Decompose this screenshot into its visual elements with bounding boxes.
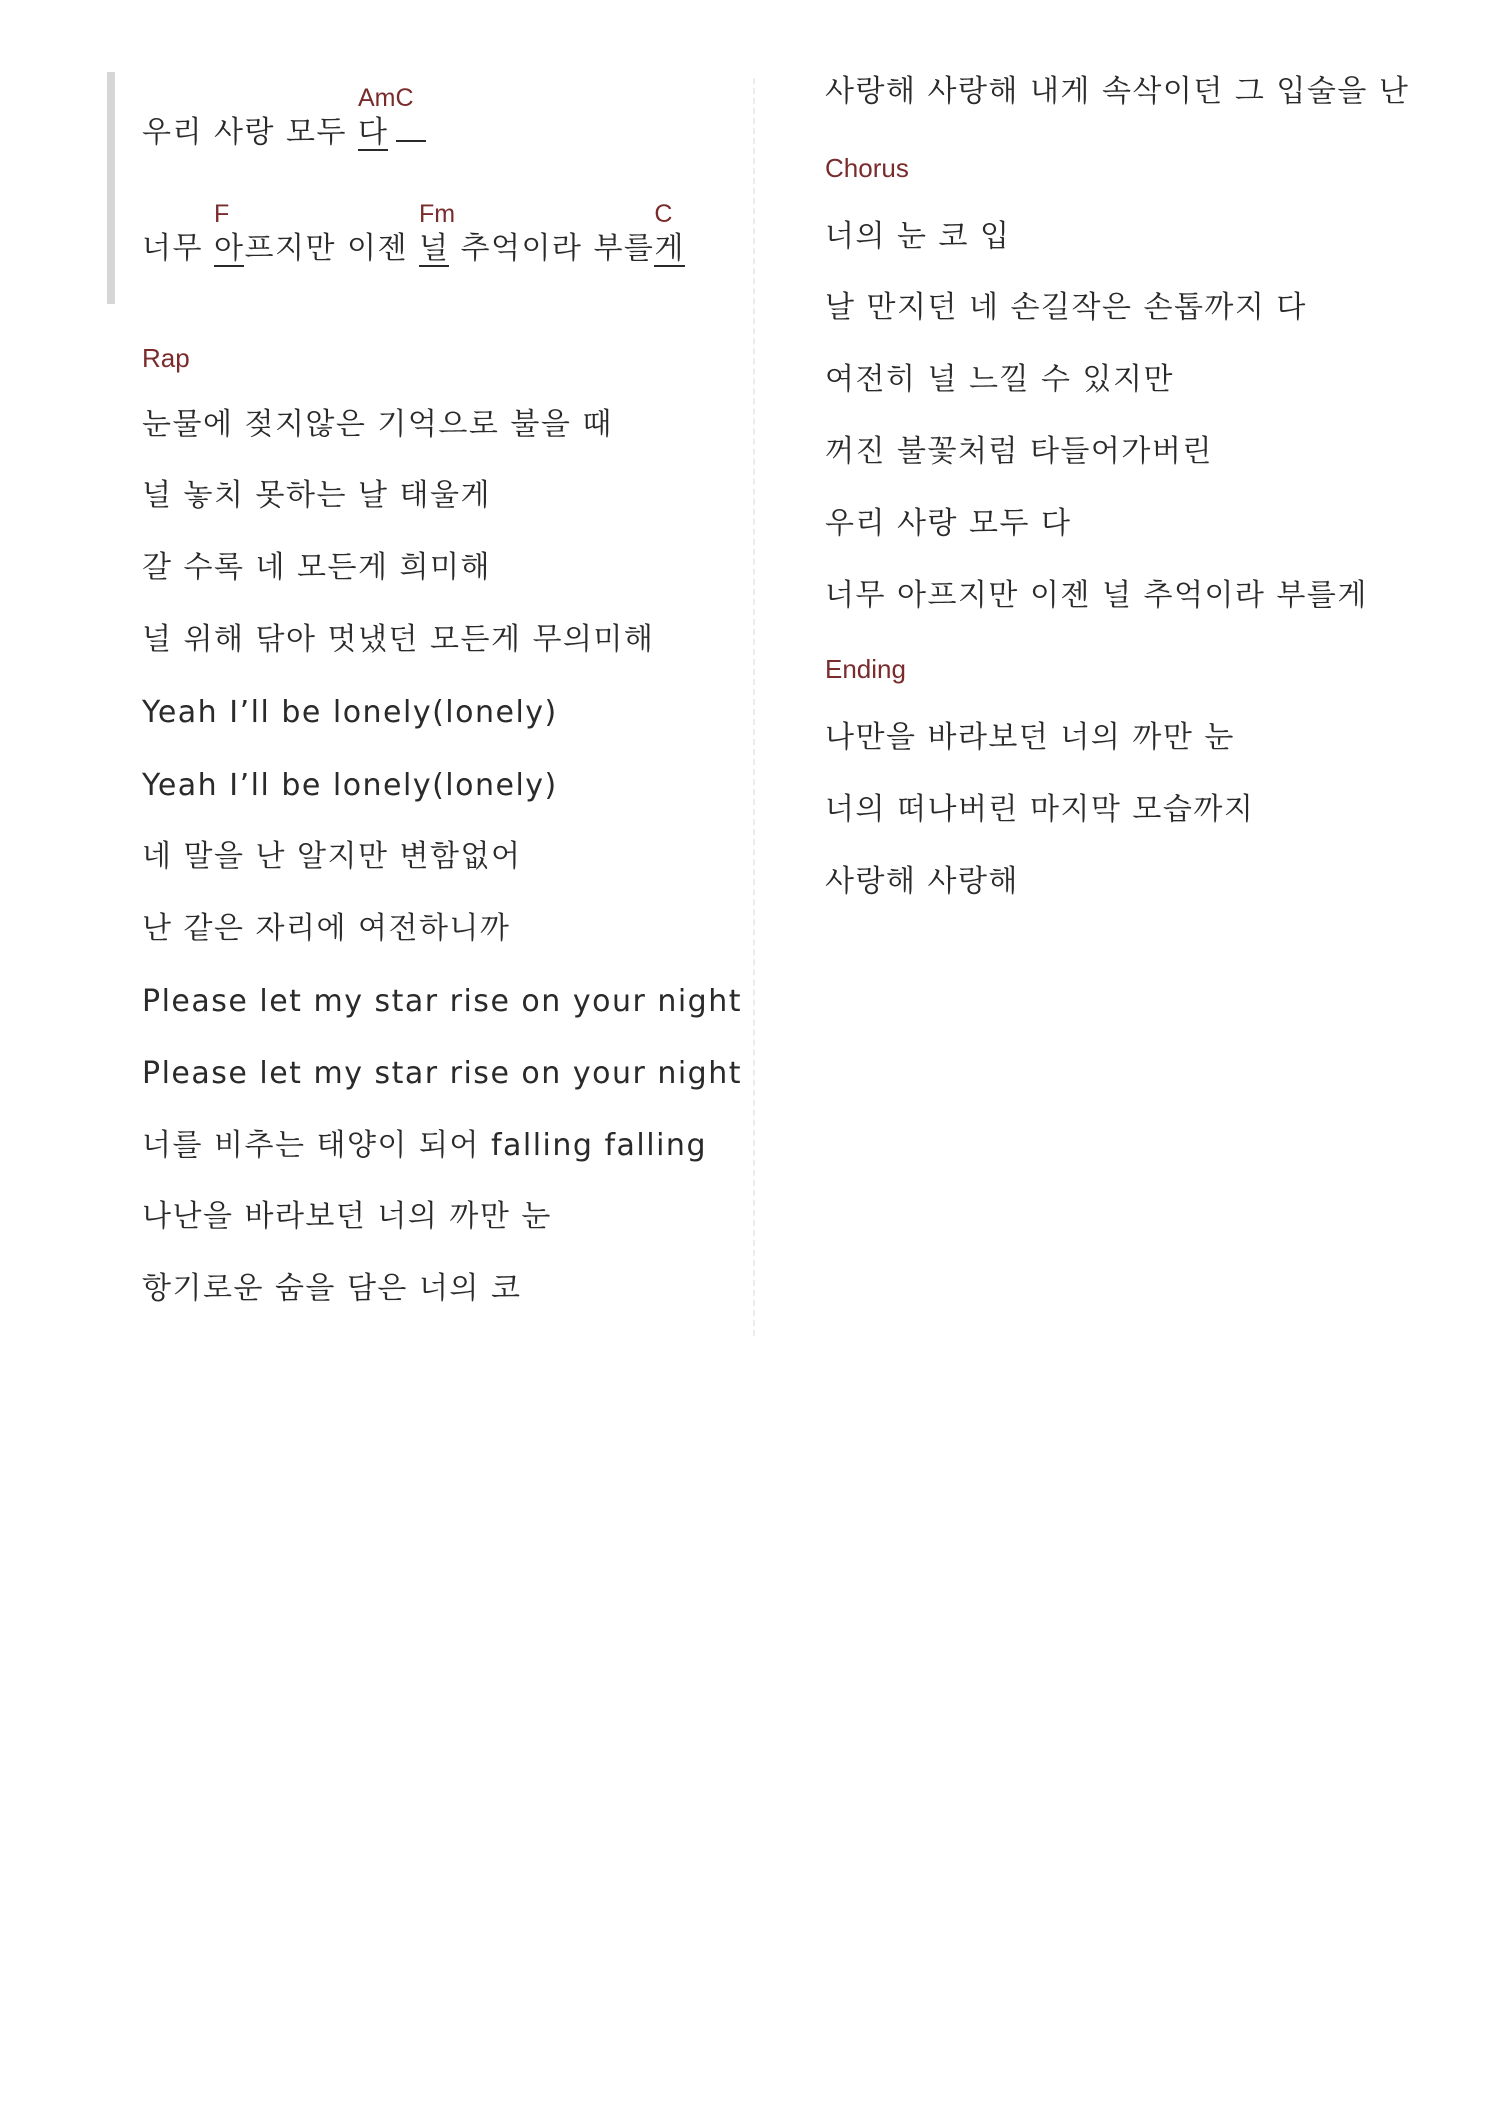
chord-label: F bbox=[214, 199, 230, 228]
lyric-line: 사랑해 사랑해 bbox=[825, 864, 1019, 899]
chord-syllable bbox=[654, 199, 685, 267]
lyric-line: 나난을 바라보던 너의 까만 눈 bbox=[142, 1199, 552, 1234]
lyric-line: Please let my star rise on your night bbox=[142, 984, 742, 1019]
section-label-rap: Rap bbox=[142, 343, 190, 373]
lyric-line: 너무 아프지만 이젠 널 추억이라 부를게 bbox=[825, 578, 1368, 613]
section-label-ending: Ending bbox=[825, 654, 906, 684]
syllable-text: 널 bbox=[418, 231, 450, 266]
chord-label: AmC bbox=[358, 83, 414, 112]
chorded-lyric-line bbox=[142, 199, 685, 267]
syllable-text: 게 bbox=[654, 231, 685, 266]
lyric-line: Yeah I’ll be lonely(lonely) bbox=[142, 695, 558, 730]
chord-syllable bbox=[418, 199, 456, 267]
syllable-text: 다 bbox=[358, 115, 389, 150]
lyric-text: 프지만 이젠 bbox=[244, 231, 419, 266]
lyric-line: 널 위해 닦아 멋냈던 모든게 무의미해 bbox=[142, 622, 655, 657]
lyric-line: 여전히 널 느낄 수 있지만 bbox=[825, 362, 1174, 397]
lyric-line: 꺼진 불꽃처럼 타들어가버린 bbox=[825, 434, 1213, 469]
lyric-text: 추억이라 부를 bbox=[449, 231, 655, 266]
lyric-line: 너를 비추는 태양이 되어 falling falling bbox=[142, 1128, 707, 1163]
section-label-chorus: Chorus bbox=[825, 153, 909, 183]
chord-label: C bbox=[654, 199, 673, 228]
chord-syllable bbox=[358, 83, 414, 151]
chord-label: Fm bbox=[418, 199, 456, 228]
lyric-line: Please let my star rise on your night bbox=[142, 1056, 742, 1091]
lyric-line: 날 만지던 네 손길작은 손톱까지 다 bbox=[825, 290, 1307, 325]
lyric-line: 눈물에 젖지않은 기억으로 불을 때 bbox=[142, 407, 613, 442]
column-divider bbox=[753, 78, 755, 1336]
lyric-line: 갈 수록 네 모든게 희미해 bbox=[142, 550, 491, 585]
lyric-line: 우리 사랑 모두 다 bbox=[825, 506, 1072, 541]
lyric-line: 나만을 바라보던 너의 까만 눈 bbox=[825, 720, 1235, 755]
lyric-line: 항기로운 숨을 담은 너의 코 bbox=[142, 1271, 522, 1306]
lyric-line: 너의 눈 코 입 bbox=[825, 219, 1011, 254]
chord-syllable bbox=[214, 199, 245, 267]
chord-blank bbox=[396, 140, 426, 142]
chorded-lyric-line bbox=[142, 83, 426, 151]
lyric-line: 난 같은 자리에 여전하니까 bbox=[142, 911, 511, 946]
syllable-text: 아 bbox=[214, 231, 245, 266]
lyric-line: 네 말을 난 알지만 변함없어 bbox=[142, 839, 522, 874]
lyric-line: 사랑해 사랑해 내게 속삭이던 그 입술을 난 bbox=[825, 74, 1410, 109]
lyric-text: 너무 bbox=[142, 231, 214, 266]
lyric-line: Yeah I’ll be lonely(lonely) bbox=[142, 768, 558, 803]
chorded-block-bar bbox=[107, 72, 115, 304]
lyric-text: 우리 사랑 모두 bbox=[142, 115, 358, 150]
lyric-line: 널 놓치 못하는 날 태울게 bbox=[142, 478, 491, 513]
lyric-line: 너의 떠나버린 마지막 모습까지 bbox=[825, 792, 1255, 827]
